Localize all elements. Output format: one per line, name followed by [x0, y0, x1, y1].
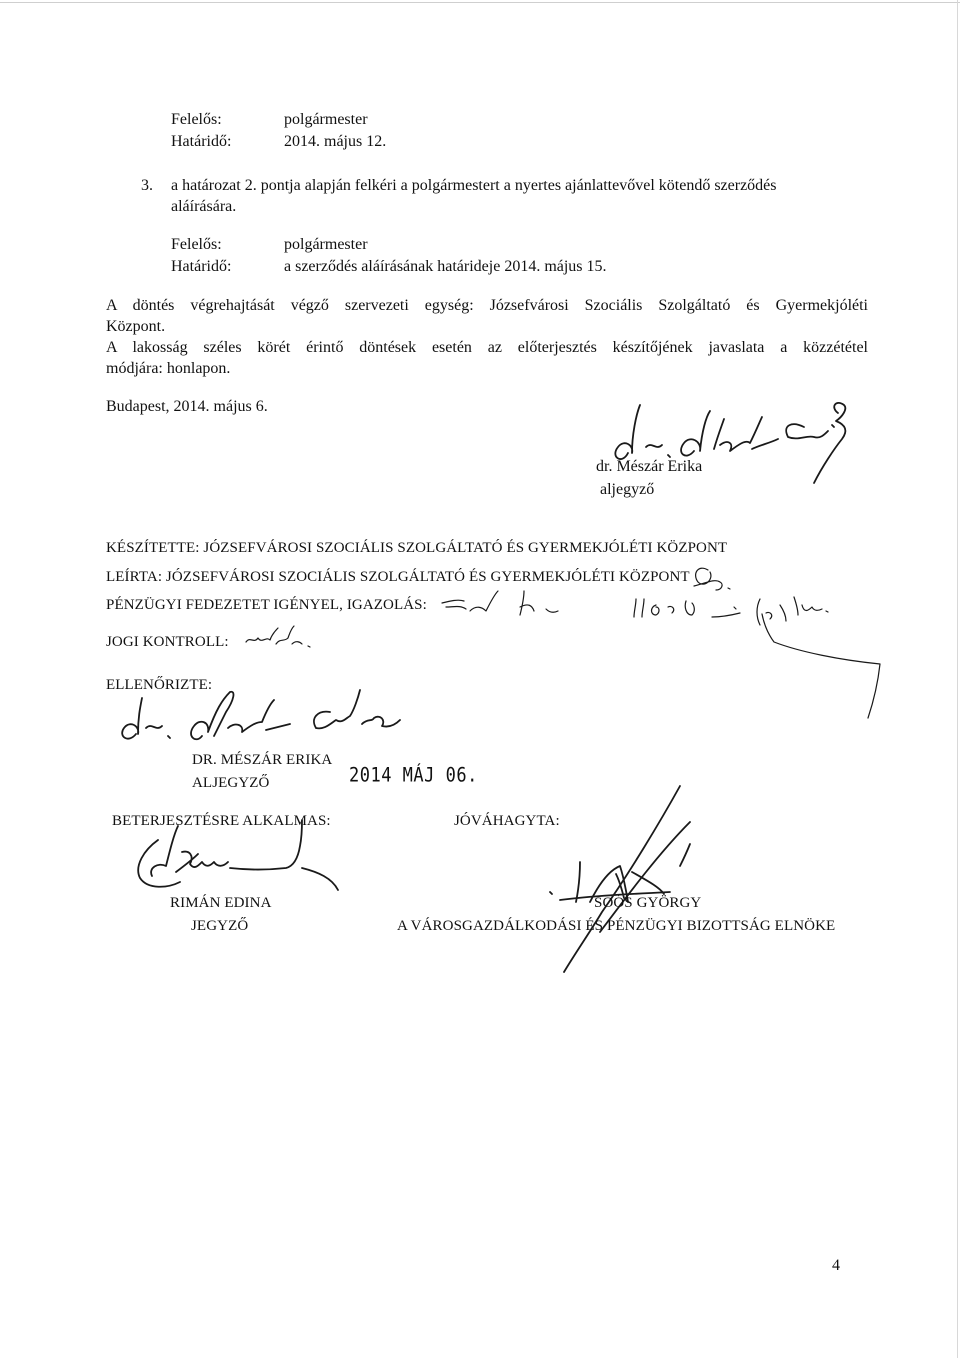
scan-border-right	[957, 0, 958, 1358]
item-text-line1: a határozat 2. pontja alapján felkéri a polgármestert a nyertes ajánlattevővel kötendő szerződés	[171, 177, 777, 194]
signer-name: dr. Mészár Erika	[596, 458, 703, 475]
hatarido-value-2: a szerződés aláírásának határideje 2014. május 15.	[284, 258, 607, 275]
place-date: Budapest, 2014. május 6.	[106, 398, 268, 415]
signature-riman-edina	[118, 810, 348, 900]
approval-title: A VÁROSGAZDÁLKODÁSI ÉS PÉNZÜGYI BIZOTTSÁG ELNÖKE	[397, 918, 836, 934]
margin-line-right	[760, 612, 900, 722]
signer-title: aljegyző	[600, 481, 655, 498]
publication-line1: A lakosság széles körét érintő döntések esetén az előterjesztés készítőjének javaslata a közzététel	[106, 339, 868, 356]
felelos-label-2: Felelős:	[171, 236, 222, 253]
page-number: 4	[832, 1257, 840, 1274]
signature-soos-gyorgy	[540, 782, 720, 982]
checker-name: DR. MÉSZÁR ERIKA	[192, 752, 333, 768]
felelos-label-1: Felelős:	[171, 111, 222, 128]
execution-line2: Központ.	[106, 318, 166, 335]
checker-title: ALJEGYZŐ	[192, 775, 270, 791]
item-text-line2: aláírására.	[171, 198, 237, 215]
submission-title: JEGYZŐ	[191, 918, 249, 934]
hatarido-label-2: Határidő:	[171, 258, 232, 275]
jogi-kontroll-line: JOGI KONTROLL:	[106, 634, 229, 650]
approval-label: JÓVÁHAGYTA:	[454, 813, 560, 829]
approval-name: SOÓS GYÖRGY	[594, 895, 702, 911]
penzugyi-line: PÉNZÜGYI FEDEZETET IGÉNYEL, IGAZOLÁS:	[106, 597, 427, 613]
hatarido-label-1: Határidő:	[171, 133, 232, 150]
keszitette-line: KÉSZÍTETTE: JÓZSEFVÁROSI SZOCIÁLIS SZOLGÁLTATÓ ÉS GYERMEKJÓLÉTI KÖZPONT	[106, 540, 728, 556]
leirta-line: LEÍRTA: JÓZSEFVÁROSI SZOCIÁLIS SZOLGÁLTATÓ ÉS GYERMEKJÓLÉTI KÖZPONT	[106, 569, 690, 585]
felelos-value-1: polgármester	[284, 111, 368, 128]
scan-border-top	[0, 2, 960, 3]
execution-line1: A döntés végrehajtását végző szervezeti egység: Józsefvárosi Szociális Szolgáltató és Gyermekjóléti	[106, 297, 868, 314]
submission-name: RIMÁN EDINA	[170, 895, 272, 911]
ellenorizte-line: ELLENŐRIZTE:	[106, 677, 213, 693]
initial-jogi-kontroll	[242, 622, 322, 652]
submission-label: BETERJESZTÉSRE ALKALMAS:	[112, 813, 331, 829]
felelos-value-2: polgármester	[284, 236, 368, 253]
signature-checker	[110, 678, 430, 758]
date-stamp: 2014 MÁJ 06.	[349, 764, 478, 787]
hatarido-value-1: 2014. május 12.	[284, 133, 387, 150]
publication-line2: módjára: honlapon.	[106, 360, 231, 377]
item-number: 3.	[141, 177, 153, 194]
